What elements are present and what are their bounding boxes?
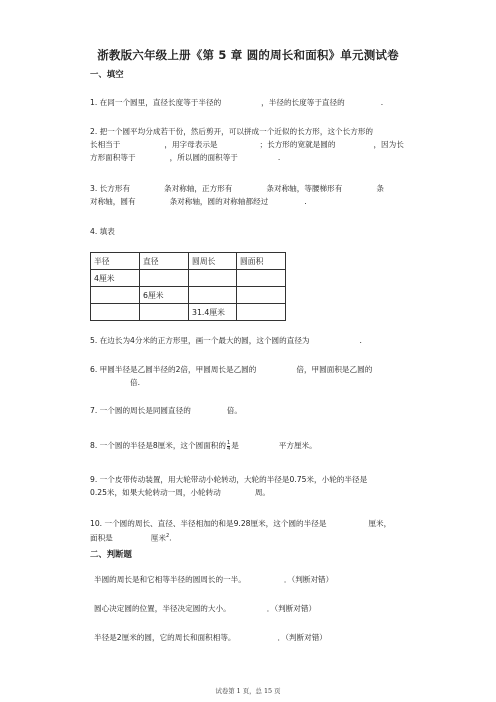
- table-cell: [91, 304, 140, 321]
- question-6: 6. 甲圆半径是乙圆半径的2倍，甲圆周长是乙圆的 倍，甲圆面积是乙圆的 倍.: [90, 365, 373, 387]
- judge-1: 半圆的周长是和它相等半径的圆周长的一半。 ．（判断对错）: [94, 575, 334, 584]
- table-row: [91, 287, 286, 304]
- table-header-cell: 圆面积: [237, 253, 286, 270]
- table-row: [91, 270, 286, 287]
- table-header-cell: 直径: [140, 253, 189, 270]
- judge-3: 半径是2厘米的圆，它的周长和面积相等。 ．（判断对错）: [94, 633, 327, 642]
- question-7: 7. 一个圆的周长是同圆直径的 倍。: [90, 406, 242, 415]
- table-cell: [237, 287, 286, 304]
- table-cell: 6厘米: [140, 287, 189, 304]
- section-true-false: 二、判断题: [90, 549, 132, 559]
- table-header-cell: 圆周长: [189, 253, 237, 270]
- table-cell: [237, 304, 286, 321]
- table-cell: [140, 304, 189, 321]
- question-9: 9. 一个皮带传动装置，用大轮带动小轮转动，大轮的半径是0.75米，小轮的半径是 0.25米，如果大轮转动一周，小轮转动 周。: [90, 475, 368, 497]
- page-footer: 试卷第 1 页，总 15 页: [215, 687, 281, 695]
- question-1: 1. 在同一个圆里，直径长度等于半径的 ，半径的长度等于直径的 .: [90, 98, 384, 107]
- question-8: 8. 一个圆的半径是8厘米，这个圆面积的 $\frac{1}{4}$ 是 平方厘米。: [90, 439, 317, 452]
- table-cell: [189, 270, 237, 287]
- question-2: 2. 把一个圆平均分成若干份，然后剪开，可以拼成一个近似的长方形，这个长方形的 长相当于 ，用字母表示是 ；长方形的宽就是圆的 ，因为长 方形面积等于 ，所以圆的面积等于 .: [90, 127, 404, 162]
- table-row: [91, 304, 286, 321]
- table-cell: 4厘米: [91, 270, 140, 287]
- judge-2: 圆心决定圆的位置，半径决定圆的大小。 ．（判断对错）: [94, 604, 317, 613]
- question-5: 5. 在边长为4分米的正方形里，画一个最大的圆，这个圆的直径为 .: [90, 336, 362, 345]
- fraction-one-quarter: $\frac{1}{4}$: [227, 439, 231, 452]
- table-cell: 31.4厘米: [189, 304, 237, 321]
- page-title: 浙教版六年级上册《第 5 章 圆的周长和面积》单元测试卷: [97, 48, 399, 62]
- table-header-cell: 半径: [91, 253, 140, 270]
- section-fill-blank: 一、填空: [90, 69, 124, 79]
- question-10: 10. 一个圆的周长、直径、半径相加的和是9.28厘米，这个圆的半径是 厘米， 面积是 厘米$^2$.: [90, 519, 392, 543]
- table-header-row: [91, 253, 286, 270]
- table-cell: [237, 270, 286, 287]
- question-4: 4. 填表: [90, 227, 115, 236]
- table-cell: [91, 287, 140, 304]
- table-cell: [140, 270, 189, 287]
- question-3: 3. 长方形有 条对称轴，正方形有 条对称轴，等腰梯形有 条 对称轴，圆有 条对称轴，圆的对称轴都经过 .: [90, 184, 384, 206]
- fill-table: [90, 252, 286, 321]
- table-cell: [189, 287, 237, 304]
